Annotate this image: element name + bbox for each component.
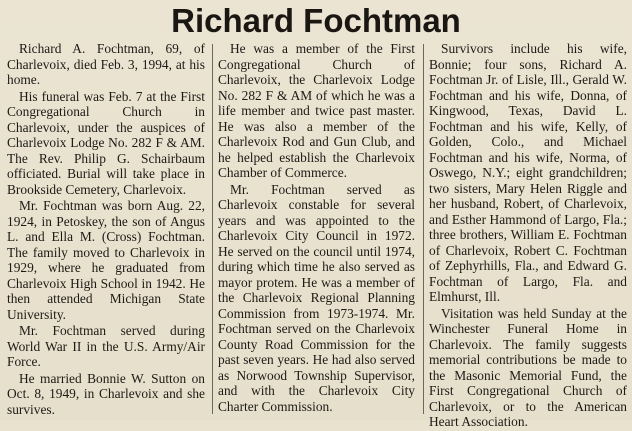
paragraph: His funeral was Feb. 7 at the First Congregational Church in Charlevoix, under the auspices of Charlevoix Lodge No. 282 F & AM. The Rev. Philip G. Schairbaum officiated. Burial will take place in Brookside Cemetery, Charlevoix. [7, 88, 205, 197]
article-column-2 [218, 41, 415, 415]
article-column-1 [7, 41, 205, 418]
column-divider [423, 44, 424, 414]
obituary-headline: Richard Fochtman [171, 2, 461, 39]
paragraph: Visitation was held Sunday at the Winchester Funeral Home in Charlevoix. The family suggests memorial contributions be made to the Masonic Memorial Fund, the First Congregational Church of Charlevoix, or to the American Heart Association. [429, 305, 627, 429]
article-column-3 [429, 41, 627, 431]
column-divider [212, 44, 213, 414]
paragraph: Survivors include his wife, Bonnie; four sons, Richard A. Fochtman Jr. of Lisle, Ill., Gerald W. Fochtman and his wife, Donna, of Kingwood, Texas, David L. Fochtman and his wife, Kelly, of Golden, Colo., and Michael Fochtman and his wife, Norma, of Oswego, N.Y.; eight grandchildren; two sisters, Mary Helen Riggle and her husband, Robert, of Charlevoix, and Esther Hammond of Largo, Fla.; three brothers, William E. Fochtman of Charlevoix, Robert C. Fochtman of Zephyrhills, Fla., and Edward G. Fochtman of Largo, Fla. and Elmhurst, Ill. [429, 41, 627, 304]
paragraph: Mr. Fochtman served as Charlevoix constable for several years and was appointed to the Charlevoix City Council in 1972. He served on the council until 1974, during which time he also served as mayor protem. He was a member of the Charlevoix Regional Planning Commission from 1973-1974. Mr. Fochtman served on the Charlevoix County Road Commission for the past seven years. He had also served as Norwood Township Supervisor, and with the Charlevoix City Charter Commission. [218, 181, 415, 414]
paragraph: Richard A. Fochtman, 69, of Charlevoix, died Feb. 3, 1994, at his home. [7, 41, 205, 87]
paragraph: Mr. Fochtman served during World War II in the U.S. Army/Air Force. [7, 323, 205, 369]
paragraph: He was a member of the First Congregational Church of Charlevoix, the Charlevoix Lodge No. 282 F & AM of which he was a life member and twice past master. He was also a member of the Charlevoix Rod and Gun Club, and he helped establish the Charlevoix Chamber of Commerce. [218, 41, 415, 180]
paragraph: Mr. Fochtman was born Aug. 22, 1924, in Petoskey, the son of Angus L. and Ella M. (Cross) Fochtman. The family moved to Charlevoix in 1929, where he graduated from Charlevoix High School in 1942. He then attended Michigan State University. [7, 198, 205, 322]
paragraph: He married Bonnie W. Sutton on Oct. 8, 1949, in Charlevoix and she survives. [7, 370, 205, 417]
